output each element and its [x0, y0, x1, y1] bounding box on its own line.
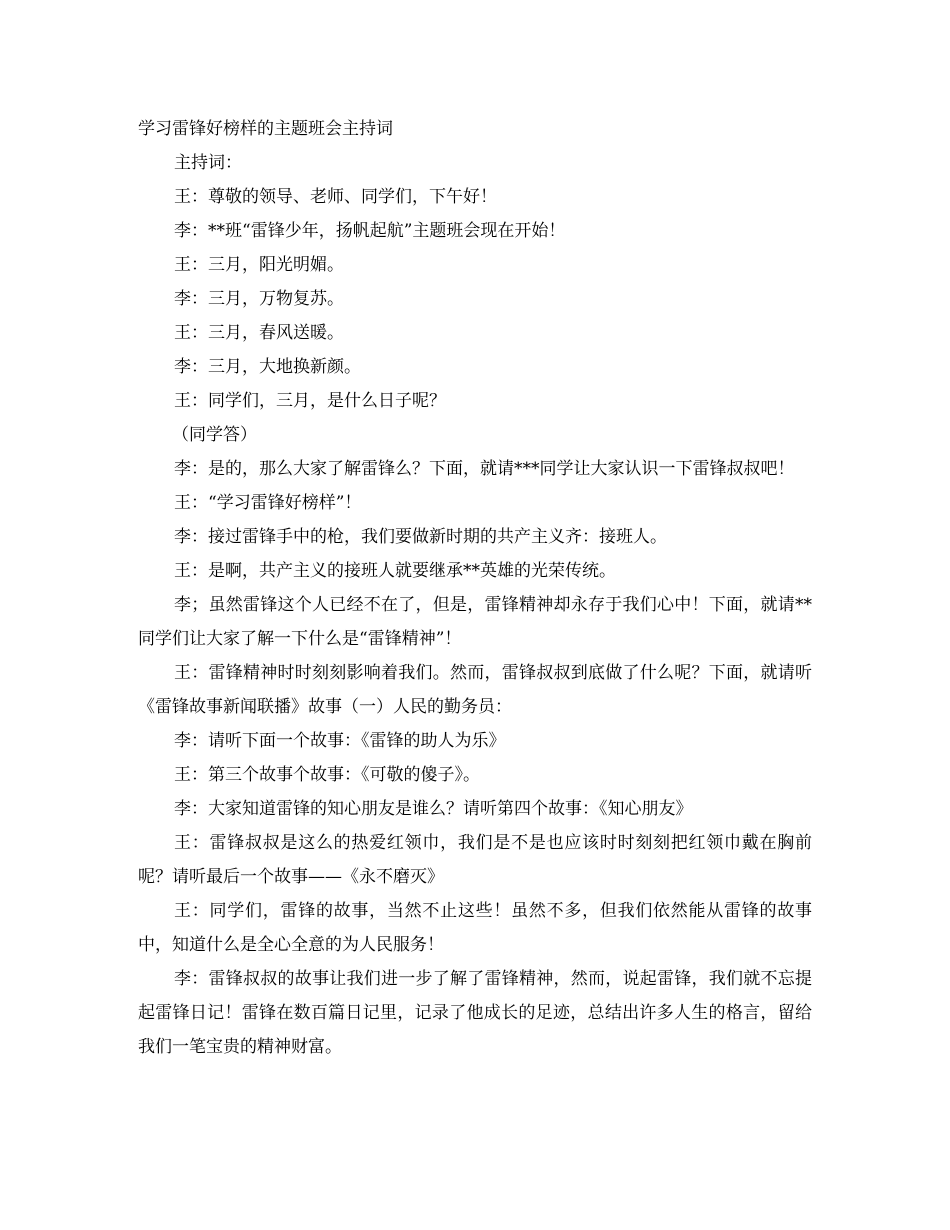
paragraph: 王：雷锋叔叔是这么的热爱红领巾，我们是不是也应该时时刻刻把红领巾戴在胸前呢？请听最后一个故事——《永不磨灭》	[138, 833, 812, 887]
paragraph: 李：大家知道雷锋的知心朋友是谁么？请听第四个故事：《知心朋友》	[174, 799, 693, 819]
document-title: 学习雷锋好榜样的主题班会主持词	[138, 119, 393, 139]
paragraph: 王：“学习雷锋好榜样”！	[174, 493, 362, 513]
paragraph: 李：请听下面一个故事：《雷锋的助人为乐》	[174, 731, 506, 751]
paragraph-host-label: 主持词：	[174, 153, 242, 173]
paragraph: 王：三月，阳光明媚。	[174, 255, 344, 275]
paragraph: 李：三月，大地换新颜。	[174, 357, 361, 377]
paragraph: 王：雷锋精神时时刻刻影响着我们。然而，雷锋叔叔到底做了什么呢？下面，就请听《雷锋故事新闻联播》故事（一）人民的勤务员：	[138, 663, 812, 717]
paragraph: 李：三月，万物复苏。	[174, 289, 344, 309]
paragraph: 李：雷锋叔叔的故事让我们进一步了解了雷锋精神，然而，说起雷锋，我们就不忘提起雷锋日记！雷锋在数百篇日记里，记录了他成长的足迹，总结出许多人生的格言，留给我们一笔宝贵的精神财富。	[138, 969, 812, 1057]
paragraph: 王：第三个故事个故事：《可敬的傻子》。	[174, 765, 480, 785]
paragraph: 李；虽然雷锋这个人已经不在了，但是，雷锋精神却永存于我们心中！下面，就请**同学们让大家了解一下什么是“雷锋精神”！	[138, 595, 812, 649]
paragraph: 王：同学们，雷锋的故事，当然不止这些！虽然不多，但我们依然能从雷锋的故事中，知道什么是全心全意的为人民服务！	[138, 901, 812, 955]
paragraph: 李：接过雷锋手中的枪，我们要做新时期的共产主义齐：接班人。	[174, 527, 667, 547]
paragraph: 王：三月，春风送暖。	[174, 323, 344, 343]
paragraph: 王：尊敬的领导、老师、同学们，下午好！	[174, 187, 497, 207]
paragraph: 李：是的，那么大家了解雷锋么？下面，就请***同学让大家认识一下雷锋叔叔吧！	[174, 459, 795, 479]
paragraph: 王：同学们，三月，是什么日子呢？	[174, 391, 446, 411]
paragraph-stage-note: （同学答）	[172, 425, 257, 445]
document-page	[138, 112, 812, 1064]
paragraph: 王：是啊，共产主义的接班人就要继承**英雄的光荣传统。	[174, 561, 616, 581]
paragraph: 李：**班“雷锋少年，扬帆起航”主题班会现在开始！	[174, 221, 566, 241]
